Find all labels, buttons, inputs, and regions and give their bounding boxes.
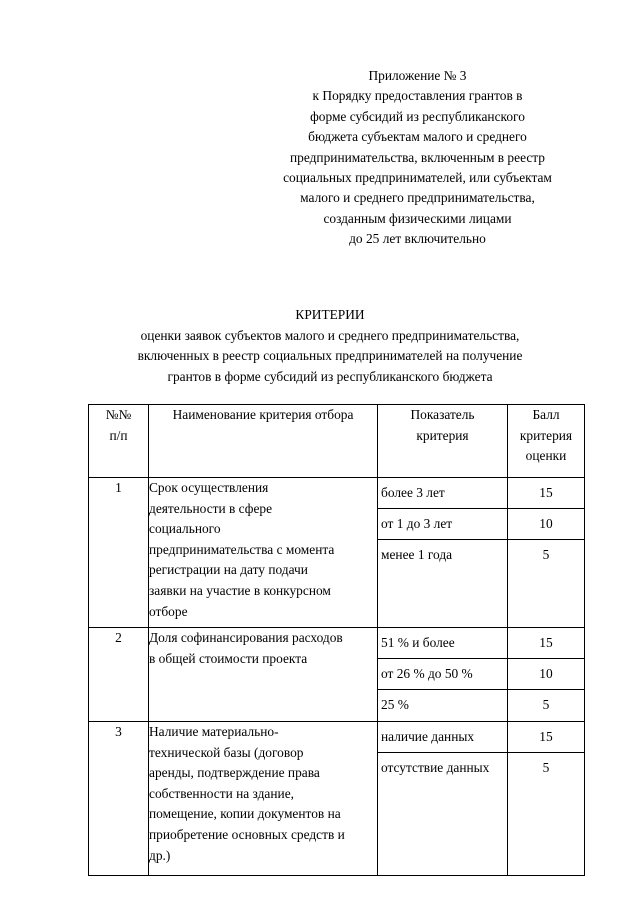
title-line: оценки заявок субъектов малого и среднего предпринимательства, bbox=[140, 327, 520, 343]
annex-line: до 25 лет включительно bbox=[349, 231, 486, 247]
criterion-line: аренды, подтверждение права bbox=[149, 765, 320, 781]
header-num bbox=[89, 405, 149, 478]
criterion-line: предпринимательства с момента bbox=[149, 541, 335, 557]
header-indicator bbox=[378, 405, 508, 478]
annex-line: Приложение № 3 bbox=[368, 68, 467, 83]
score-value: 10 bbox=[508, 509, 584, 540]
criterion-line: регистрации на дату подачи bbox=[149, 562, 308, 578]
table-row bbox=[89, 478, 585, 628]
score-value: 10 bbox=[508, 659, 584, 690]
table-row bbox=[89, 722, 585, 876]
row-number: 1 bbox=[89, 478, 149, 628]
score-value: 15 bbox=[508, 722, 584, 753]
score-cell bbox=[508, 628, 585, 722]
row-number: 2 bbox=[89, 628, 149, 722]
indicator-label: 51 % и более bbox=[378, 628, 507, 659]
criterion-line: Наличие материально- bbox=[149, 724, 279, 739]
header-text: критерия bbox=[519, 427, 573, 443]
criterion-name bbox=[149, 478, 378, 628]
annex-line: к Порядку предоставления грантов в bbox=[312, 88, 523, 104]
criterion-line: собственности на здание, bbox=[149, 785, 294, 801]
header-text: Балл bbox=[532, 407, 560, 422]
annex-header bbox=[255, 66, 580, 250]
table-row bbox=[89, 628, 585, 722]
criterion-line: заявки на участие в конкурсном bbox=[149, 582, 331, 598]
indicator-label: 25 % bbox=[381, 697, 409, 712]
indicator-cell bbox=[378, 628, 508, 722]
score-value: 5 bbox=[542, 547, 550, 562]
indicator-cell bbox=[378, 478, 508, 628]
indicator-label: от 1 до 3 лет bbox=[378, 509, 507, 540]
score-value: 5 bbox=[542, 697, 550, 712]
header-text: Наименование критерия отбора bbox=[172, 407, 354, 422]
indicator-cell bbox=[378, 722, 508, 876]
header-name bbox=[149, 405, 378, 478]
criterion-line: социального bbox=[149, 521, 221, 537]
annex-line: форме субсидий из республиканского bbox=[310, 108, 525, 124]
indicator-label: наличие данных bbox=[378, 722, 507, 753]
criterion-line: приобретение основных средств и bbox=[149, 826, 345, 842]
criteria-table bbox=[88, 404, 585, 876]
criterion-line: Доля софинансирования расходов bbox=[149, 630, 343, 645]
criterion-line: в общей стоимости проекта bbox=[149, 650, 308, 666]
criterion-line: Срок осуществления bbox=[149, 480, 269, 495]
indicator-label: более 3 лет bbox=[378, 478, 507, 509]
criterion-line: деятельности в сфере bbox=[149, 500, 273, 516]
header-text: критерия bbox=[416, 427, 469, 443]
header-score bbox=[508, 405, 585, 478]
title-line: грантов в форме субсидий из республиканского бюджета bbox=[167, 368, 493, 384]
header-text: Показатель bbox=[410, 407, 475, 422]
criterion-name bbox=[149, 722, 378, 876]
title-heading: КРИТЕРИИ bbox=[295, 307, 365, 322]
indicator-label: отсутствие данных bbox=[381, 760, 490, 775]
title-line: включенных в реестр социальных предпринимателей на получение bbox=[137, 348, 523, 364]
document-title bbox=[60, 305, 600, 387]
header-text: п/п bbox=[109, 427, 128, 443]
criterion-name bbox=[149, 628, 378, 722]
criterion-line: отборе bbox=[149, 603, 188, 619]
score-value: 5 bbox=[542, 760, 550, 775]
row-number: 3 bbox=[89, 722, 149, 876]
annex-line: предпринимательства, включенным в реестр bbox=[289, 149, 546, 165]
criterion-line: др.) bbox=[149, 847, 171, 863]
indicator-label: менее 1 года bbox=[381, 547, 453, 562]
annex-line: малого и среднего предпринимательства, bbox=[300, 190, 535, 206]
table-header-row bbox=[89, 405, 585, 478]
score-cell bbox=[508, 478, 585, 628]
annex-line: социальных предпринимателей, или субъектам bbox=[283, 170, 552, 186]
score-cell bbox=[508, 722, 585, 876]
criterion-line: технической базы (договор bbox=[149, 744, 304, 760]
annex-line: бюджета субъектам малого и среднего bbox=[308, 129, 527, 145]
criterion-line: помещение, копии документов на bbox=[149, 806, 341, 822]
header-text: оценки bbox=[525, 448, 567, 464]
header-text: №№ bbox=[105, 407, 132, 422]
indicator-label: от 26 % до 50 % bbox=[378, 659, 507, 690]
score-value: 15 bbox=[508, 478, 584, 509]
score-value: 15 bbox=[508, 628, 584, 659]
annex-line: созданным физическими лицами bbox=[323, 210, 512, 226]
